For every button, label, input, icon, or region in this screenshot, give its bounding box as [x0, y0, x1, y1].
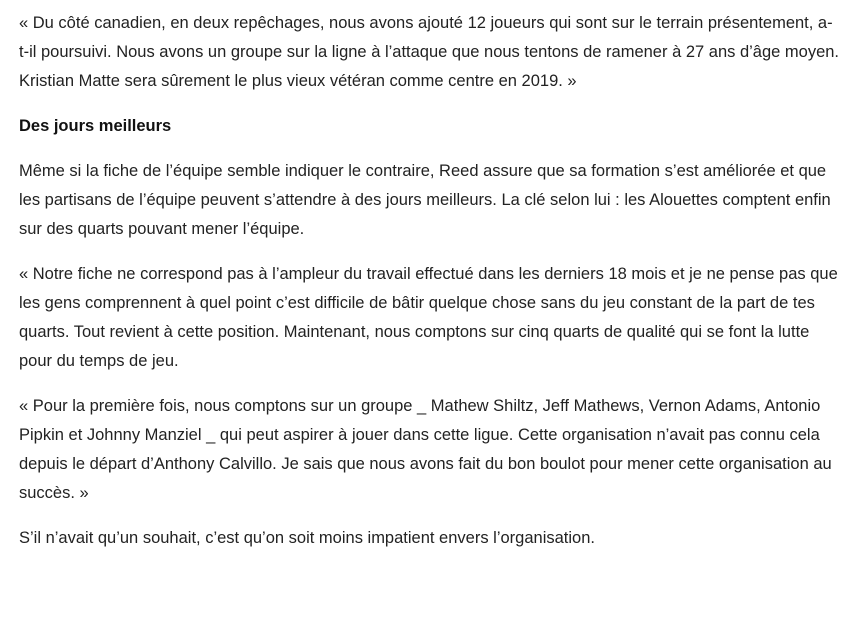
article-paragraph-team-record: Même si la fiche de l’équipe semble indiquer le contraire, Reed assure que sa formation s’est améliorée et que les partisans de l’équipe peuvent s’attendre à des jours meilleurs. La clé selon lui : les Alouettes comptent enfin sur des quarts pouvant mener l’équipe.	[19, 162, 831, 238]
article-body	[19, 9, 839, 569]
article-paragraph-wish: S’il n’avait qu’un souhait, c’est qu’on soit moins impatient envers l’organisation.	[19, 529, 595, 547]
article-paragraph-quote-quarterbacks: « Notre fiche ne correspond pas à l’ampleur du travail effectué dans les derniers 18 mois et je ne pense pas que les gens comprennent à quel point c’est difficile de bâtir quelque chose sans du jeu constant de la part de tes quarts. Tout revient à cette position. Maintenant, nous comptons sur cinq quarts de qualité qui se font la lutte pour du temps de jeu.	[19, 265, 838, 370]
article-subheading: Des jours meilleurs	[19, 117, 172, 135]
article-paragraph-quote-canadian: « Du côté canadien, en deux repêchages, nous avons ajouté 12 joueurs qui sont sur le terrain présentement, a-t-il poursuivi. Nous avons un groupe sur la ligne à l’attaque que nous tentons de ramener à 27 ans d’âge moyen. Kristian Matte sera sûrement le plus vieux vétéran comme centre en 2019. »	[19, 14, 840, 90]
article-paragraph-quote-group: « Pour la première fois, nous comptons sur un groupe _ Mathew Shiltz, Jeff Mathews, Vernon Adams, Antonio Pipkin et Johnny Manziel _ qui peut aspirer à jouer dans cette ligue. Cette organisation n’avait pas connu cela depuis le départ d’Anthony Calvillo. Je sais que nous avons fait du bon boulot pour mener cette organisation au succès. »	[19, 397, 832, 502]
